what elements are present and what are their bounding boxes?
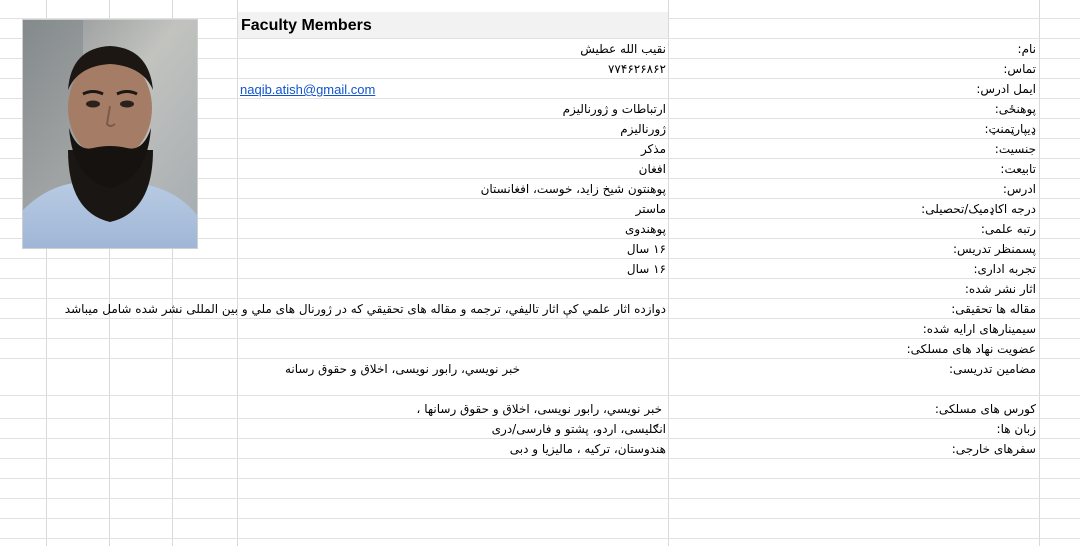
label-admin-experience: تجربه اداری: [973,262,1036,276]
value-nationality[interactable]: افغان [638,162,666,176]
grid-column-line [668,0,669,546]
label-address: ادرس: [1002,182,1036,196]
grid-row-line [0,518,1080,519]
grid-row-line [0,318,1080,319]
grid-row-line [0,498,1080,499]
grid-row-line [0,538,1080,539]
label-memberships: عضویت نهاد های مسلکی: [906,342,1036,356]
label-languages: زبان ها: [996,422,1036,436]
value-foreign-trips[interactable]: هندوستان، ترکیه ، مالیزیا و دبی [509,442,666,456]
label-email: ایمل ادرس: [976,82,1036,96]
faculty-photo[interactable] [22,19,198,249]
grid-row-line [0,358,1080,359]
label-degree: درجه اکاډمیک/تحصیلی: [921,202,1036,216]
portrait-image [23,20,197,248]
label-name: نام: [1017,42,1036,56]
grid-row-line [0,478,1080,479]
grid-row-line [0,298,1080,299]
sheet-title: Faculty Members [241,17,372,34]
value-name[interactable]: نقیب الله عطیش [580,42,666,56]
grid-row-line [0,438,1080,439]
value-professional-courses[interactable]: خبر نویسي، رابور نویسی، اخلاق و حقوق رسانها ، [416,402,662,416]
label-faculty: پوهنځی: [994,102,1036,116]
grid-row-line [0,418,1080,419]
value-degree[interactable]: ماستر [635,202,666,216]
grid-row-line [0,395,1080,396]
value-contact[interactable]: ۷۷۴۶۲۶۸۶۲ [607,62,666,76]
value-admin-experience[interactable]: ۱۶ سال [626,262,666,276]
grid-column-line [237,0,238,546]
value-research-articles[interactable]: دوازده اثار علمي کې اثار تاليفي، ترجمه و مقاله های تحقیقي که در ژورنال های ملي و بین المللی نشر شده شامل میباشد [64,302,666,316]
grid-row-line [0,458,1080,459]
value-teaching-subjects[interactable]: خبر نویسي، رابور نویسی، اخلاق و حقوق رسانه [284,362,520,376]
value-faculty[interactable]: ارتباطات و ژورنالیزم [562,102,666,116]
label-rank: رتبه علمی: [980,222,1036,236]
grid-column-line [1039,0,1040,546]
label-department: ډیپارټمنټ: [984,122,1036,136]
value-gender[interactable]: مذکر [640,142,666,156]
label-foreign-trips: سفرهای خارجی: [951,442,1036,456]
value-teaching-background[interactable]: ۱۶ سال [626,242,666,256]
email-link[interactable]: naqib.atish@gmail.com [240,82,376,97]
label-nationality: تابیعت: [1000,162,1036,176]
label-teaching-subjects: مضامین تدریسی: [948,362,1036,376]
grid-row-line [0,278,1080,279]
label-gender: جنسیت: [994,142,1036,156]
label-seminars: سیمینارهای ارایه شده: [922,322,1036,336]
label-contact: تماس: [1003,62,1036,76]
grid-row-line [0,338,1080,339]
label-teaching-background: پسمنظر تدریس: [953,242,1036,256]
label-research-articles: مقاله ها تحقیقی: [951,302,1036,316]
value-languages[interactable]: انګلیسی، اردو، پشتو و فارسی/دری [491,422,666,436]
value-department[interactable]: ژورنالیزم [620,122,666,136]
value-rank[interactable]: پوهندوی [625,222,666,236]
grid-row-line [0,258,1080,259]
label-professional-courses: کورس های مسلکی: [934,402,1036,416]
label-published-works: اثار نشر شده: [964,282,1036,296]
value-address[interactable]: پوهنتون شیخ زاید، خوست، افغانستان [480,182,666,196]
